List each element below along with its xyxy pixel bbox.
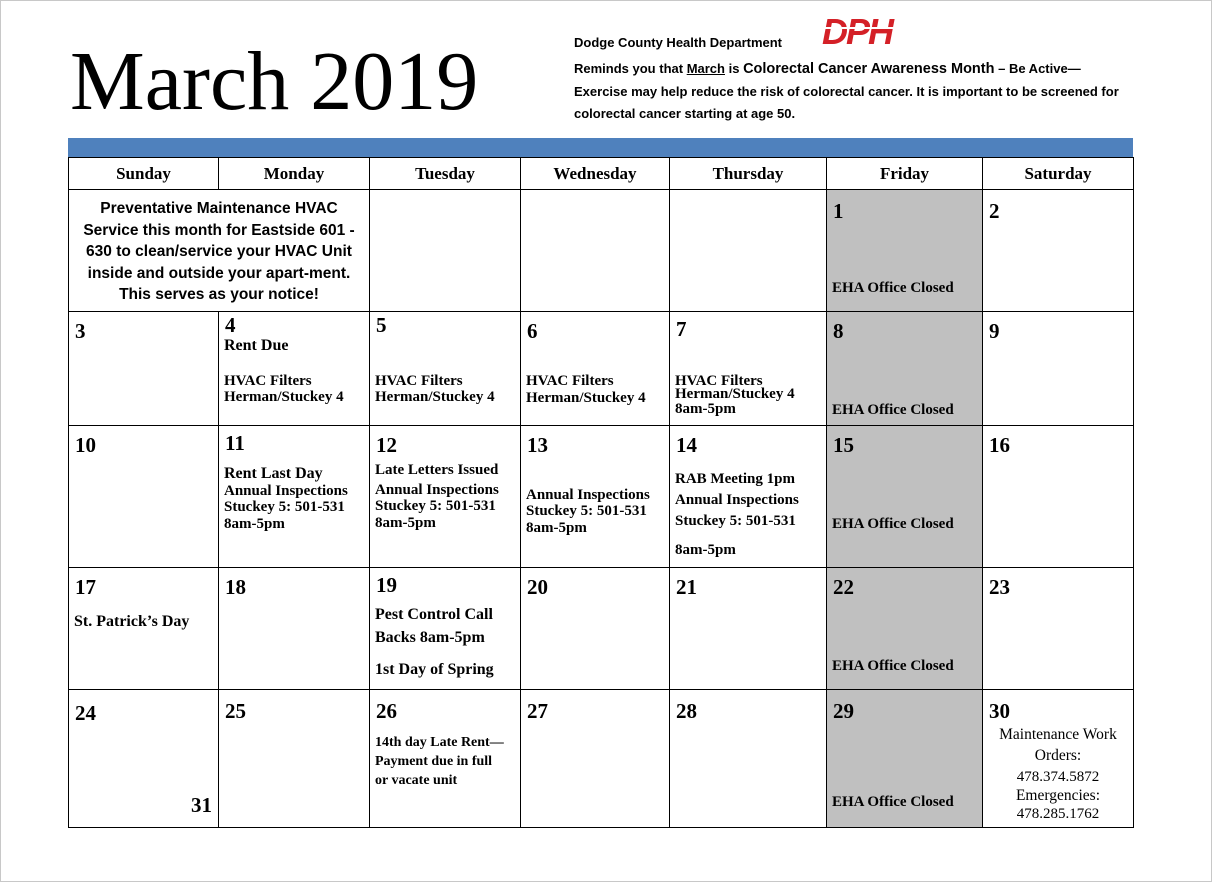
msg-month: March (686, 61, 725, 76)
week-row (69, 426, 1134, 568)
header-bar (68, 138, 1133, 157)
office-closed-note: EHA Office Closed (832, 794, 954, 810)
event-time: 8am-5pm (675, 401, 736, 417)
event-time: 8am-5pm (375, 515, 436, 531)
day-number: 14 (676, 433, 697, 457)
dph-logo-text: DPH (822, 14, 893, 48)
event-late-rent-vacate: or vacate unit (375, 773, 458, 788)
day-cell-2 (983, 190, 1134, 312)
day-number: 16 (989, 433, 1010, 457)
event-hvac-filters: HVAC Filters (675, 373, 763, 389)
event-herman-stuckey: Herman/Stuckey 4 (526, 390, 646, 406)
day-header-monday: Monday (219, 158, 370, 190)
event-annual-inspections: Annual Inspections (375, 482, 499, 498)
day-number: 26 (376, 699, 397, 723)
empty-cell (670, 190, 827, 312)
day-cell-9 (983, 312, 1134, 426)
day-number: 15 (833, 433, 854, 457)
event-time: 8am-5pm (526, 520, 587, 536)
event-rent-due: Rent Due (224, 337, 289, 354)
msg-pre: Reminds you that (574, 61, 687, 76)
day-number: 7 (676, 317, 687, 341)
day-cell-20 (521, 568, 670, 690)
day-number: 28 (676, 699, 697, 723)
day-number: 25 (225, 699, 246, 723)
day-number: 31 (191, 793, 212, 817)
day-number: 21 (676, 575, 697, 599)
emergencies-label: Emergencies: (1015, 787, 1101, 804)
hvac-notice: Preventative Maintenance HVAC Service this month for Eastside 601 - 630 to clean/service your HVAC Unit inside and outside your apart-ment. This serves as your notice! (83, 200, 355, 303)
office-closed-note: EHA Office Closed (832, 516, 954, 532)
event-st-patricks: St. Patrick’s Day (74, 613, 190, 630)
event-pest-control: Pest Control Call (375, 606, 493, 623)
day-header-wednesday: Wednesday (521, 158, 670, 190)
day-number: 17 (75, 575, 96, 599)
week-row (69, 568, 1134, 690)
event-annual-inspections: Annual Inspections (224, 483, 348, 499)
day-number: 27 (527, 699, 548, 723)
event-hvac-filters: HVAC Filters (224, 373, 312, 389)
empty-cell (521, 190, 670, 312)
day-cell-11 (219, 426, 370, 568)
day-cell-4 (219, 312, 370, 426)
event-herman-stuckey: Herman/Stuckey 4 (375, 389, 495, 405)
event-time: 8am-5pm (675, 542, 736, 558)
day-cell-7 (670, 312, 827, 426)
page-title: March 2019 (70, 35, 479, 128)
day-cell-26 (370, 690, 521, 828)
day-header-saturday: Saturday (983, 158, 1134, 190)
day-number: 1 (833, 199, 844, 223)
day-number: 5 (376, 313, 387, 337)
msg-is: is (724, 61, 744, 76)
day-cell-1 (827, 190, 983, 312)
msg-rest: – Be Active— Exercise may help reduce the risk of colorectal cancer. It is important to be screened for colorectal cancer starting at age 50. (574, 61, 1119, 121)
office-closed-note: EHA Office Closed (832, 658, 954, 674)
day-number: 23 (989, 575, 1010, 599)
event-herman-stuckey: Herman/Stuckey 4 (675, 386, 795, 402)
day-number: 8 (833, 319, 844, 343)
day-header-tuesday: Tuesday (370, 158, 521, 190)
day-cell-8 (827, 312, 983, 426)
week-row (69, 690, 1134, 828)
event-time: 8am-5pm (224, 516, 285, 532)
hvac-notice-cell (69, 190, 370, 312)
office-closed-note: EHA Office Closed (832, 280, 954, 296)
event-pest-control-time: Backs 8am-5pm (375, 629, 485, 646)
awareness-message (574, 58, 1122, 126)
day-number: 3 (75, 319, 86, 343)
day-cell-30 (983, 690, 1134, 828)
day-cell-10 (69, 426, 219, 568)
event-annual-inspections: Annual Inspections (675, 492, 799, 508)
event-stuckey-5: Stuckey 5: 501-531 (526, 503, 647, 519)
day-cell-14 (670, 426, 827, 568)
day-number: 22 (833, 575, 854, 599)
event-herman-stuckey: Herman/Stuckey 4 (224, 389, 344, 405)
day-header-sunday: Sunday (69, 158, 219, 190)
day-cell-13 (521, 426, 670, 568)
org-name: Dodge County Health Department (574, 35, 783, 50)
day-cell-27 (521, 690, 670, 828)
day-number: 11 (225, 431, 245, 455)
event-late-rent: 14th day Late Rent— (375, 735, 504, 750)
event-annual-inspections: Annual Inspections (526, 487, 650, 503)
day-cell-29 (827, 690, 983, 828)
empty-cell (370, 190, 521, 312)
day-cell-21 (670, 568, 827, 690)
day-number: 10 (75, 433, 96, 457)
day-cell-24-31 (69, 690, 219, 828)
event-hvac-filters: HVAC Filters (375, 373, 463, 389)
dph-logo-mark (820, 14, 910, 48)
event-rab-meeting: RAB Meeting 1pm (675, 471, 795, 487)
event-rent-last-day: Rent Last Day (224, 465, 323, 482)
day-cell-3 (69, 312, 219, 426)
msg-awareness: Colorectal Cancer Awareness Month (743, 61, 995, 77)
maintenance-label: Maintenance Work (999, 726, 1117, 743)
event-stuckey-5: Stuckey 5: 501-531 (675, 513, 796, 529)
day-cell-18 (219, 568, 370, 690)
day-cell-25 (219, 690, 370, 828)
day-number: 24 (75, 701, 96, 725)
day-cell-16 (983, 426, 1134, 568)
maintenance-orders-label: Orders: (1034, 747, 1082, 764)
day-cell-15 (827, 426, 983, 568)
event-late-letters: Late Letters Issued (375, 462, 499, 478)
event-late-rent-payment: Payment due in full (375, 754, 493, 769)
event-stuckey-5: Stuckey 5: 501-531 (224, 499, 345, 515)
day-cell-17 (69, 568, 219, 690)
day-cell-22 (827, 568, 983, 690)
event-hvac-filters: HVAC Filters (526, 373, 614, 389)
day-number: 30 (989, 699, 1010, 723)
day-number: 29 (833, 699, 854, 723)
day-cell-5 (370, 312, 521, 426)
day-number: 2 (989, 199, 1000, 223)
day-cell-23 (983, 568, 1134, 690)
event-stuckey-5: Stuckey 5: 501-531 (375, 498, 496, 514)
event-first-day-spring: 1st Day of Spring (375, 661, 494, 678)
day-header-thursday: Thursday (670, 158, 827, 190)
day-cell-19 (370, 568, 521, 690)
week-row (69, 190, 1134, 312)
day-number: 9 (989, 319, 1000, 343)
day-number: 18 (225, 575, 246, 599)
day-number: 13 (527, 433, 548, 457)
emergencies-phone: 478.285.1762 (1016, 806, 1100, 822)
office-closed-note: EHA Office Closed (832, 402, 954, 418)
calendar-table (68, 157, 1134, 828)
day-number: 12 (376, 433, 397, 457)
maintenance-phone: 478.374.5872 (1016, 769, 1100, 785)
week-row (69, 312, 1134, 426)
day-number: 19 (376, 573, 397, 597)
day-cell-6 (521, 312, 670, 426)
day-cell-28 (670, 690, 827, 828)
day-number: 20 (527, 575, 548, 599)
day-number: 6 (527, 319, 538, 343)
weekday-header-row (69, 158, 1134, 190)
day-number: 4 (225, 313, 236, 337)
day-cell-12 (370, 426, 521, 568)
dph-logo (820, 14, 910, 48)
day-header-friday: Friday (827, 158, 983, 190)
